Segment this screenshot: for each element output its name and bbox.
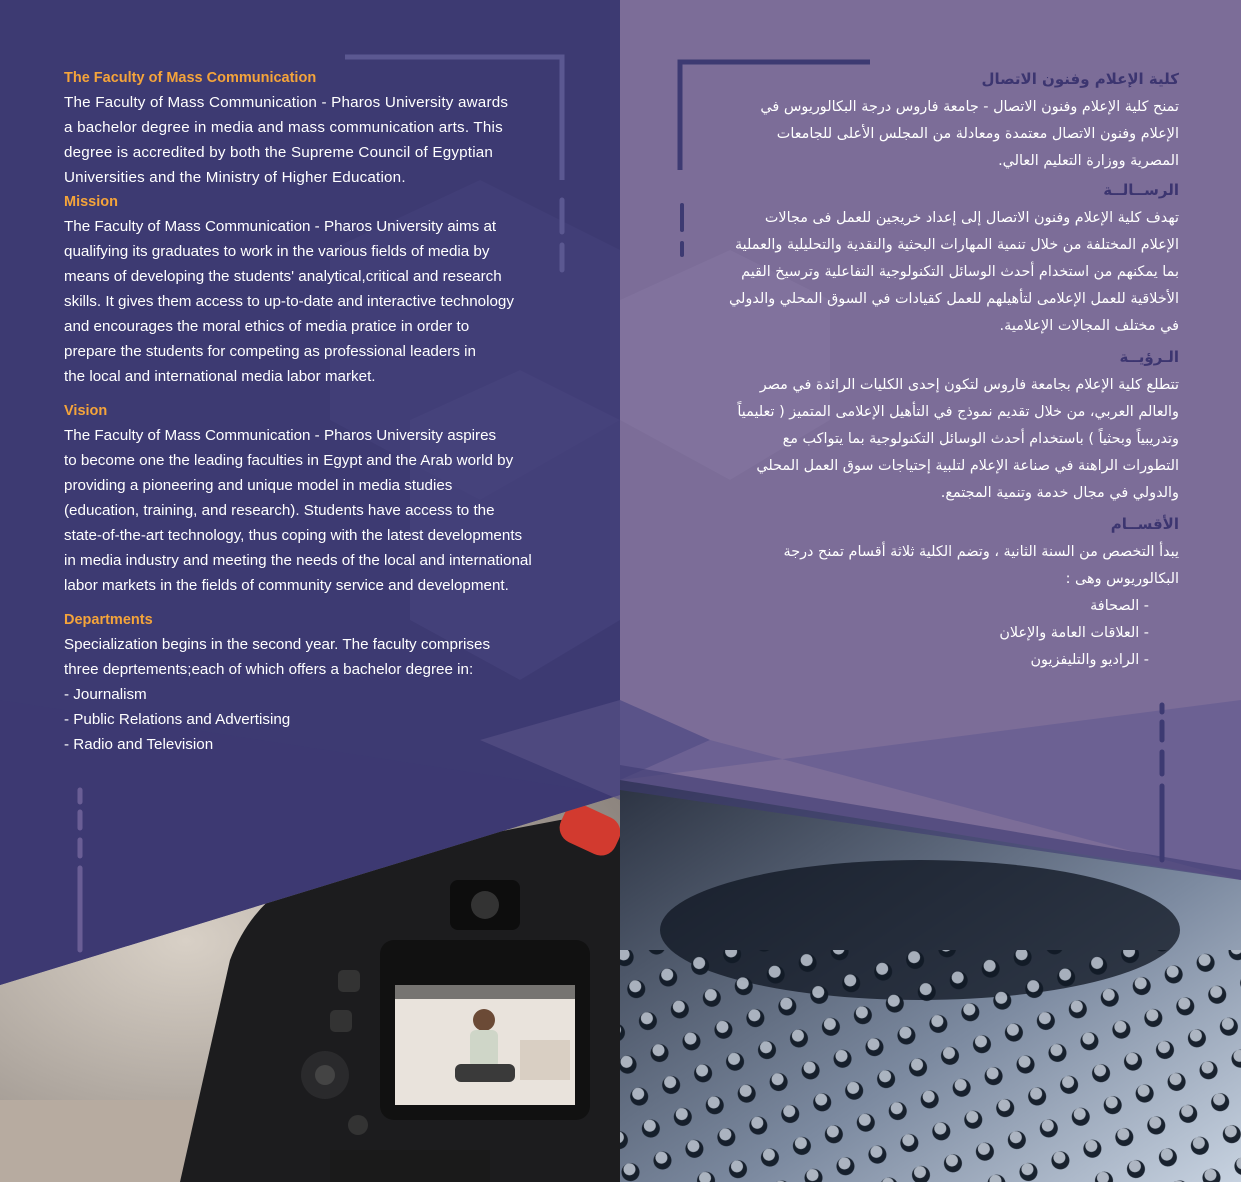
arabic-department-item: - الصحافة — [1090, 598, 1149, 614]
arabic-vision-line: والعالم العربي، من خلال تقديم نموذج في التأهيل الإعلامى المتميز ( تعليمياً — [737, 404, 1179, 420]
arabic-mission-line: الأخلاقية للعمل الإعلامى لتأهيلهم للعمل كقيادات في السوق المحلي والدولي — [729, 291, 1179, 307]
departments-line: three deprtements;each of which offers a bachelor degree in: — [64, 661, 474, 678]
vision-heading: Vision — [64, 403, 108, 419]
mission-heading: Mission — [64, 194, 118, 210]
arabic-vision-line: تتطلع كلية الإعلام بجامعة فاروس لتكون إحدى الكليات الرائدة في مصر — [759, 377, 1179, 393]
mission-line: The Faculty of Mass Communication - Pharos University aims at — [64, 218, 497, 235]
arabic-about-line: تمنح كلية الإعلام وفنون الاتصال - جامعة فاروس درجة البكالوريوس في — [760, 99, 1179, 115]
mission-line: means of developing the students' analytical,critical and research — [64, 268, 502, 285]
arabic-about-paragraph — [679, 94, 1179, 175]
about-line: degree is accredited by both the Supreme Council of Egyptian — [64, 144, 494, 161]
arabic-vision-heading: الـرؤيــة — [1119, 348, 1179, 366]
about-heading: The Faculty of Mass Communication — [64, 70, 317, 86]
arabic-vision-line: التطورات الراهنة في صناعة الإعلام لتلبية إحتياجات سوق العمل المحلي — [756, 458, 1179, 474]
arabic-mission-line: تهدف كلية الإعلام وفنون الاتصال إلى إعداد خريجين للعمل فى مجالات — [764, 210, 1179, 226]
mission-line: prepare the students for competing as professional leaders in — [64, 343, 476, 360]
arabic-departments-line: يبدأ التخصص من السنة الثانية ، وتضم الكلية ثلاثة أقسام تمنح درجة — [783, 544, 1179, 560]
vision-line: state-of-the-art technology, thus coping with the latest developments — [64, 527, 523, 544]
departments-heading: Departments — [64, 612, 153, 628]
arabic-content — [679, 64, 1179, 674]
left-panel — [0, 0, 620, 1182]
english-content — [64, 66, 562, 757]
about-paragraph — [64, 90, 562, 190]
department-item: - Radio and Television — [64, 736, 214, 753]
arabic-mission-heading: الرســالــة — [1103, 181, 1179, 199]
mission-line: the local and international media labor market. — [64, 368, 376, 385]
department-item: - Public Relations and Advertising — [64, 711, 291, 728]
vision-line: The Faculty of Mass Communication - Pharos University aspires — [64, 427, 497, 444]
arabic-departments-line: البكالوريوس وهى : — [1065, 571, 1179, 587]
arabic-about-line: الإعلام وفنون الاتصال معتمدة ومعادلة من المجلس الأعلى للجامعات — [776, 126, 1179, 142]
arabic-mission-paragraph — [679, 205, 1179, 340]
arabic-about-heading: كلية الإعلام وفنون الاتصال — [981, 70, 1179, 88]
departments-line: Specialization begins in the second year. The faculty comprises — [64, 636, 491, 653]
vision-line: labor markets in the fields of community service and development. — [64, 577, 509, 594]
mission-line: qualifying its graduates to work in the various fields of media by — [64, 243, 490, 260]
mission-line: skills. It gives them access to up-to-date and interactive technology — [64, 293, 514, 310]
departments-paragraph — [64, 632, 562, 757]
arabic-departments-heading: الأقســام — [1110, 515, 1179, 533]
arabic-mission-line: الإعلام المختلفة من خلال تنمية المهارات البحثية والنقدية والتحليلية والعملية — [734, 237, 1179, 253]
arabic-mission-line: بما يمكنهم من استخدام أحدث الوسائل التكنولوجية التفاعلية وترسيخ القيم — [741, 264, 1179, 280]
arabic-department-item: - العلاقات العامة والإعلان — [999, 625, 1149, 641]
mission-paragraph — [64, 214, 562, 389]
vision-line: providing a pioneering and unique model in media studies — [64, 477, 453, 494]
arabic-mission-line: في مختلف المجالات الإعلامية. — [999, 318, 1179, 334]
about-line: The Faculty of Mass Communication - Pharos University awards — [64, 94, 509, 111]
arabic-department-item: - الراديو والتليفزيون — [1030, 652, 1149, 668]
mission-line: and encourages the moral ethics of media pratice in order to — [64, 318, 470, 335]
vision-paragraph — [64, 423, 562, 598]
department-item: - Journalism — [64, 686, 147, 703]
arabic-vision-line: وتدريبياً وبحثياً ) باستخدام أحدث الوسائل التكنولوجية بما يتواكب مع — [782, 431, 1179, 447]
arabic-vision-paragraph — [679, 372, 1179, 507]
about-line: a bachelor degree in media and mass communication arts. This — [64, 119, 503, 136]
right-panel — [620, 0, 1241, 1182]
arabic-vision-line: والدولي في مجال خدمة وتنمية المجتمع. — [940, 485, 1179, 501]
vision-line: (education, training, and research). Students have access to the — [64, 502, 495, 519]
arabic-departments-paragraph — [679, 539, 1179, 674]
vision-line: to become one the leading faculties in Egypt and the Arab world by — [64, 452, 514, 469]
arabic-about-line: المصرية ووزارة التعليم العالي. — [998, 153, 1179, 169]
about-line: Universities and the Ministry of Higher Education. — [64, 169, 406, 186]
vision-line: in media industry and meeting the needs of the local and international — [64, 552, 532, 569]
